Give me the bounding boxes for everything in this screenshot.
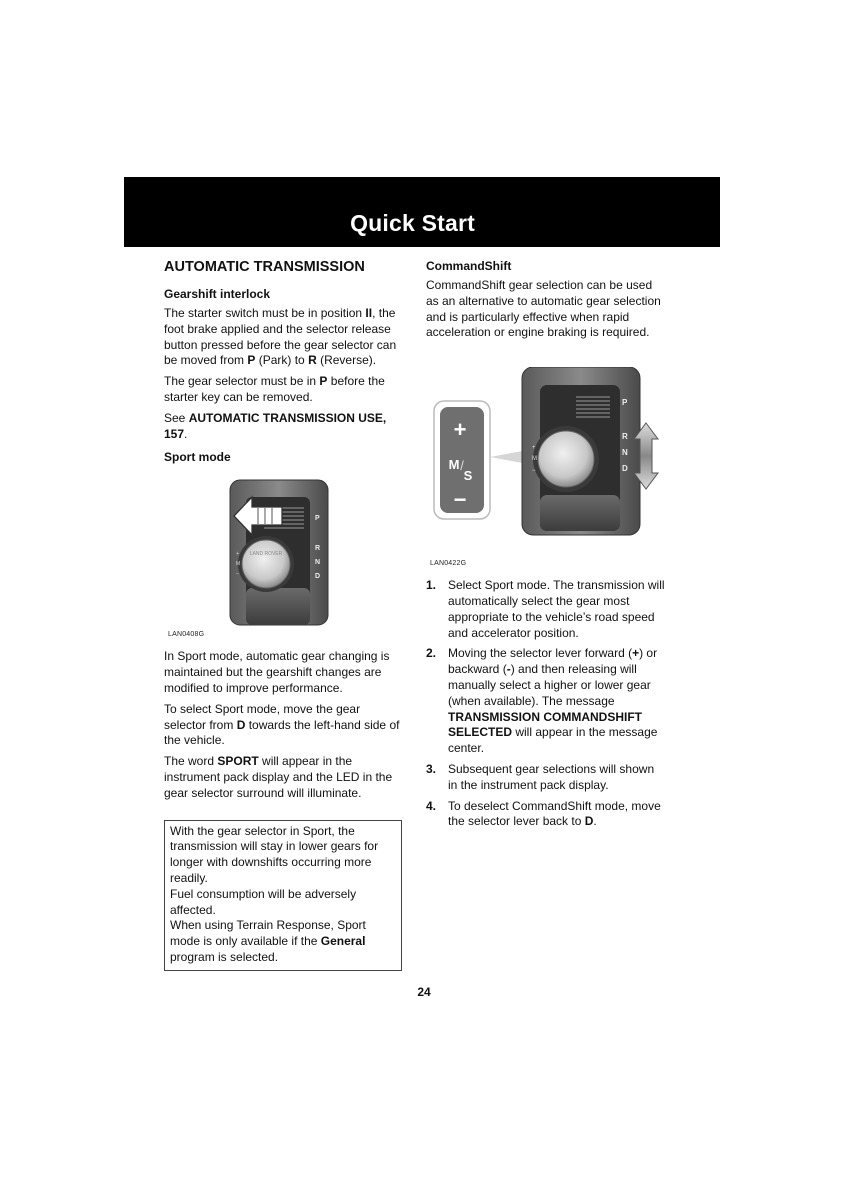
gear-selector-illustration (164, 473, 404, 643)
list-item: 4. To deselect CommandShift mode, move the selector lever back to D. (426, 798, 661, 829)
cs-gear-p-label: P (622, 398, 628, 408)
list-item: 2. Moving the selector lever forward (+) or backward (-) and then releasing will manually select a higher or lower gear (when available). The message TRANSMISSION COMMANDSHIFT SELECTED will appear in the message center. (426, 646, 658, 756)
sport-mode-paragraph-3: The word SPORT will appear in the instrument pack display and the LED in the gear selector surround will illuminate. (164, 754, 393, 800)
header-banner (124, 177, 720, 247)
right-column (426, 256, 666, 835)
gear-r-label: R (315, 545, 321, 553)
plus-icon: + (453, 417, 467, 443)
cs-gear-r-label: R (622, 432, 628, 442)
left-column (164, 256, 404, 971)
sport-mode-figure (164, 469, 404, 649)
page-number: 24 (417, 985, 431, 999)
gear-d-label: D (315, 573, 321, 581)
svg-text:M: M (448, 457, 460, 473)
figure-code: LAN0408G (168, 631, 205, 639)
svg-text:+: + (236, 551, 239, 558)
svg-text:−: − (236, 571, 239, 578)
knob-brand-text: LAND ROVER (249, 551, 283, 558)
commandshift-intro: CommandShift gear selection can be used as an alternative to automatic gear selection and is particularly effective when rapid acceleration or engine braking is required. (426, 278, 661, 340)
minus-icon: − (453, 487, 467, 513)
interlock-paragraph: The starter switch must be in position II, the foot brake applied and the selector release button pressed before the gear selector can be moved from P (Park) to R (Reverse). (164, 306, 397, 368)
svg-text:+: + (532, 445, 536, 452)
svg-text:M: M (532, 456, 537, 463)
sport-mode-paragraph-1: In Sport mode, automatic gear changing is maintained but the gearshift changes are modified to improve performance. (164, 649, 390, 695)
gearshift-interlock-heading: Gearshift interlock (164, 287, 271, 301)
svg-text:M: M (236, 561, 241, 568)
sport-mode-heading: Sport mode (164, 450, 231, 465)
section-title: AUTOMATIC TRANSMISSION (164, 259, 365, 275)
figure-code-2: LAN0422G (430, 560, 467, 568)
gear-p-label: P (315, 515, 320, 523)
gear-n-label: N (315, 559, 321, 567)
commandshift-figure (426, 347, 666, 572)
list-item: 1. Select Sport mode. The transmission will automatically select the gear most appropriate to the vehicle’s road speed and accelerator position. (426, 578, 665, 640)
cs-gear-n-label: N (622, 448, 628, 458)
list-item: 3. Subsequent gear selections will shown in the instrument pack display. (426, 761, 655, 792)
cs-gear-d-label: D (622, 464, 628, 474)
steps-list (426, 578, 666, 830)
svg-text:−: − (532, 468, 536, 475)
page-title: Quick Start (350, 210, 475, 236)
note-box: With the gear selector in Sport, the transmission will stay in lower gears for longer with downshifts occurring more readily. Fuel consumption will be adversely affected. When using Terrain Response, Sport mode is only available if the General program is selected. (164, 820, 402, 971)
see-reference: See AUTOMATIC TRANSMISSION USE, 157. (164, 410, 387, 441)
cross-reference-link[interactable]: AUTOMATIC TRANSMISSION USE, 157 (164, 410, 387, 441)
starter-key-paragraph: The gear selector must be in P before the starter key can be removed. (164, 374, 385, 404)
commandshift-illustration (426, 367, 666, 577)
sport-mode-paragraph-2: To select Sport mode, move the gear selector from D towards the left-hand side of the vehicle. (164, 701, 400, 748)
svg-text:S: S (463, 468, 473, 484)
svg-text:/: / (460, 458, 464, 474)
commandshift-heading: CommandShift (426, 259, 512, 273)
